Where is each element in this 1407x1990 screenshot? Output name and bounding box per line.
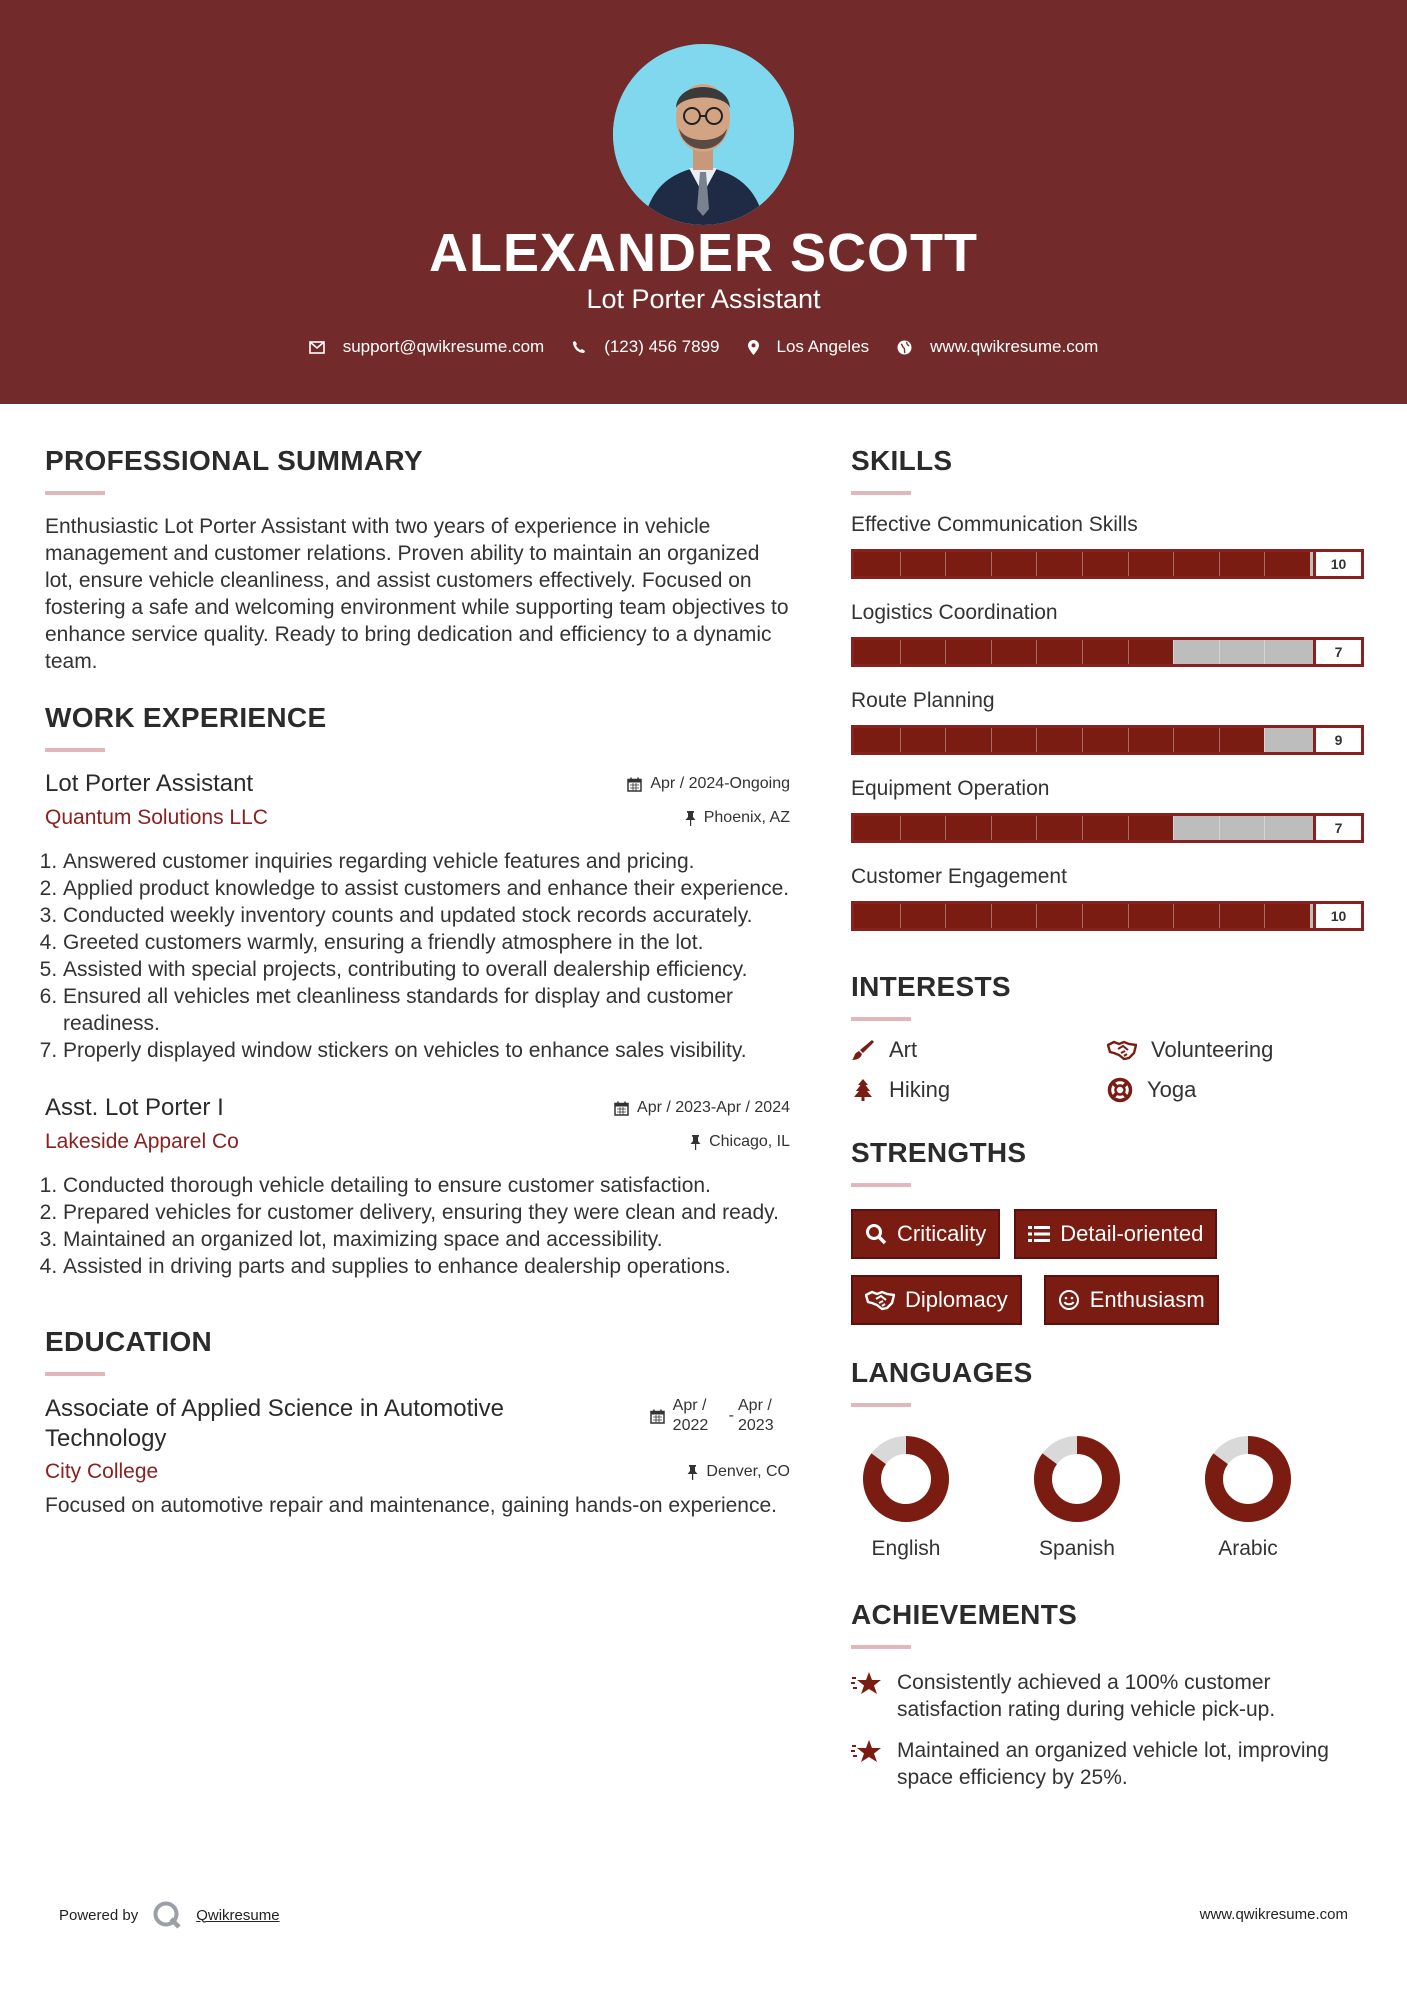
tree-icon: [851, 1078, 875, 1102]
skill-bar-segment: [1082, 728, 1083, 752]
smile-icon: [1058, 1289, 1080, 1311]
search-icon: [865, 1223, 887, 1245]
envelope-icon: [309, 341, 325, 354]
skill-score: 10: [1313, 904, 1361, 928]
duty-item: 1. Conducted thorough vehicle detailing to ensure customer satisfaction.: [63, 1172, 790, 1199]
strengths-section: [851, 1137, 1364, 1325]
language-list: [851, 1435, 1364, 1561]
job-location: [690, 1133, 790, 1151]
skill-item: [851, 777, 1364, 843]
company-name: Quantum Solutions LLC: [45, 806, 268, 829]
phone-text: (123) 456 7899: [604, 337, 720, 356]
skill-bar-segment: [991, 552, 992, 576]
education-start: Apr / 2022: [672, 1397, 709, 1434]
achievement-text: Maintained an organized vehicle lot, improving space efficiency by 25%.: [897, 1739, 1329, 1789]
skill-bar-segment: [900, 552, 901, 576]
skill-bar-fill: [854, 816, 1173, 840]
skill-bar-segment: [1128, 640, 1129, 664]
heading-underline: [45, 748, 105, 752]
star-icon: [851, 1671, 883, 1697]
candidate-title: Lot Porter Assistant: [586, 284, 821, 314]
skill-bar-segment: [1036, 728, 1037, 752]
left-column: [45, 445, 790, 1519]
skill-bar-segment: [1173, 816, 1174, 840]
job-title: Lot Porter Assistant: [45, 770, 254, 797]
skill-bar-segment: [1128, 816, 1129, 840]
handshake-icon: [1107, 1039, 1137, 1061]
interests-section: [851, 971, 1364, 1103]
resume-header: [0, 0, 1407, 404]
duty-item: 4. Assisted in driving parts and supplies to enhance dealership operations.: [63, 1253, 790, 1280]
skill-bar-segment: [945, 816, 946, 840]
skill-name: Logistics Coordination: [851, 601, 1058, 624]
summary-text: Enthusiastic Lot Porter Assistant with two years of experience in vehicle management and customer relations. Proven ability to maintain an organized lot, ensure vehicle cleanliness, and assist customers effectively. Focused on fostering a safe and welcoming environment while supporting team objectives to enhance service quality. Ready to bring dedication and efficiency to a dynamic team.: [45, 515, 789, 673]
education-text: Focused on automotive repair and maintenance, gaining hands-on experience.: [45, 1494, 777, 1517]
duty-item: 4. Greeted customers warmly, ensuring a friendly atmosphere in the lot.: [63, 929, 790, 956]
skill-bar-segment: [900, 904, 901, 928]
website-text: www.qwikresume.com: [930, 337, 1099, 356]
skills-list: [851, 513, 1364, 931]
globe-icon: [897, 340, 912, 355]
skill-bar-segment: [945, 728, 946, 752]
interest-item: [851, 1037, 1107, 1063]
skill-bar-segment: [1264, 552, 1265, 576]
skill-score: 7: [1313, 640, 1361, 664]
lifering-icon: [1107, 1077, 1133, 1103]
qwikresume-link[interactable]: Qwikresume: [196, 1906, 280, 1924]
skill-bar-segment: [1219, 728, 1220, 752]
skill-bar-segment: [1173, 552, 1174, 576]
strength-tag: [1014, 1209, 1217, 1259]
skill-bar-segment: [900, 640, 901, 664]
contact-email[interactable]: [309, 337, 545, 357]
skill-bar-segment: [1082, 904, 1083, 928]
duty-item: 2. Applied product knowledge to assist customers and enhance their experience.: [63, 875, 790, 902]
skill-bar-segment: [1219, 904, 1220, 928]
skill-bar-segment: [945, 552, 946, 576]
job-location-text: Chicago, IL: [709, 1133, 790, 1150]
job-dates: [614, 1099, 790, 1117]
paintbrush-icon: [851, 1038, 875, 1062]
skill-name: Route Planning: [851, 689, 995, 712]
education-section: [45, 1326, 790, 1519]
language-item: [1193, 1435, 1303, 1561]
education-dates: Apr / 2022 - Apr / 2023: [650, 1396, 790, 1436]
contact-bar: [0, 337, 1407, 357]
duty-item: 1. Answered customer inquiries regarding vehicle features and pricing.: [63, 848, 790, 875]
powered-by: [59, 1900, 280, 1930]
job-dates-text: Apr / 2024-Ongoing: [650, 775, 790, 792]
skill-score: 10: [1313, 552, 1361, 576]
skill-bar-segment: [991, 728, 992, 752]
calendar-icon: [614, 1101, 629, 1116]
experience-section: [45, 702, 790, 1280]
heading-underline: [851, 491, 911, 495]
candidate-name: ALEXANDER SCOTT: [428, 223, 978, 283]
skill-bar-fill: [854, 640, 1173, 664]
skill-item: [851, 601, 1364, 667]
duty-list: [63, 1172, 790, 1280]
calendar-icon: [627, 777, 642, 792]
languages-section: [851, 1357, 1364, 1561]
skill-bar-segment: [1128, 728, 1129, 752]
language-level-donut: [862, 1435, 950, 1523]
duty-item: 3. Maintained an organized lot, maximizing space and accessibility.: [63, 1226, 790, 1253]
contact-phone[interactable]: [572, 337, 719, 357]
section-heading: INTERESTS: [851, 971, 1011, 1002]
right-column: [851, 445, 1364, 1791]
section-heading: PROFESSIONAL SUMMARY: [45, 445, 423, 476]
section-heading: ACHIEVEMENTS: [851, 1599, 1078, 1630]
skill-bar-segment: [1173, 640, 1174, 664]
interest-item: [1107, 1077, 1363, 1103]
education-end: Apr / 2023: [738, 1397, 774, 1434]
skill-name: Customer Engagement: [851, 865, 1067, 888]
summary-section: [45, 445, 790, 675]
job-title: Asst. Lot Porter I: [45, 1094, 224, 1121]
company-name: Lakeside Apparel Co: [45, 1130, 239, 1153]
skills-section: [851, 445, 1364, 931]
skill-bar-segment: [945, 904, 946, 928]
skill-bar-segment: [1036, 904, 1037, 928]
skill-name: Effective Communication Skills: [851, 513, 1138, 536]
footer-website[interactable]: www.qwikresume.com: [1199, 1906, 1348, 1923]
achievements-section: [851, 1599, 1364, 1791]
language-name: Arabic: [1218, 1537, 1278, 1560]
skill-bar: [851, 725, 1364, 755]
section-heading: SKILLS: [851, 445, 953, 476]
language-name: English: [871, 1537, 941, 1560]
skill-bar-fill: [854, 728, 1264, 752]
location-text: Los Angeles: [776, 337, 870, 356]
duty-item: 3. Conducted weekly inventory counts and updated stock records accurately.: [63, 902, 790, 929]
pushpin-icon: [687, 1465, 698, 1480]
education-location-text: Denver, CO: [706, 1463, 790, 1480]
job-dates-text: Apr / 2023-Apr / 2024: [637, 1099, 790, 1116]
skill-bar-segment: [1219, 816, 1220, 840]
job-location-text: Phoenix, AZ: [703, 809, 790, 826]
degree-title: Associate of Applied Science in Automotive Technology: [45, 1395, 504, 1452]
pushpin-icon: [685, 811, 696, 826]
strength-label: Diplomacy: [905, 1287, 1008, 1312]
language-item: [1022, 1435, 1132, 1561]
skill-bar-segment: [1036, 552, 1037, 576]
skill-bar-segment: [1082, 816, 1083, 840]
skill-bar-segment: [1036, 816, 1037, 840]
skill-bar-segment: [1264, 904, 1265, 928]
skill-bar-segment: [1219, 640, 1220, 664]
skill-bar-segment: [1264, 728, 1265, 752]
strength-tag: [1044, 1275, 1219, 1325]
handshake-icon: [865, 1289, 895, 1311]
list-icon: [1028, 1225, 1050, 1243]
skill-bar: [851, 637, 1364, 667]
skill-bar-segment: [1036, 640, 1037, 664]
skill-bar-segment: [900, 816, 901, 840]
skill-bar-segment: [1128, 552, 1129, 576]
school-name: City College: [45, 1460, 159, 1483]
skill-bar-segment: [1173, 728, 1174, 752]
job-entry: [45, 1094, 790, 1280]
skill-bar: [851, 813, 1364, 843]
interest-label: Volunteering: [1151, 1037, 1274, 1062]
achievement-item: [851, 1737, 1364, 1791]
job-dates: [627, 775, 790, 793]
job-location: [685, 809, 790, 827]
skill-bar-segment: [1264, 640, 1265, 664]
interest-label: Hiking: [889, 1077, 951, 1102]
strength-tag: [851, 1275, 1022, 1325]
skill-item: [851, 865, 1364, 931]
section-heading: EDUCATION: [45, 1326, 213, 1357]
achievement-item: [851, 1669, 1364, 1723]
skill-bar-segment: [991, 816, 992, 840]
job-entry: [45, 770, 790, 1064]
skill-item: [851, 689, 1364, 755]
skill-bar-segment: [1082, 640, 1083, 664]
phone-icon: [572, 340, 586, 354]
skill-bar-segment: [991, 904, 992, 928]
section-heading: STRENGTHS: [851, 1137, 1027, 1168]
duty-list: [63, 848, 790, 1064]
interests-grid: [851, 1037, 1364, 1103]
skill-bar-segment: [1128, 904, 1129, 928]
email-text: support@qwikresume.com: [342, 337, 545, 356]
duty-item: 6. Ensured all vehicles met cleanliness standards for display and customer readiness.: [63, 983, 790, 1037]
strength-label: Detail-oriented: [1060, 1221, 1204, 1246]
skill-bar-segment: [900, 728, 901, 752]
duty-item: 5. Assisted with special projects, contributing to overall dealership efficiency.: [63, 956, 790, 983]
contact-website[interactable]: [897, 337, 1098, 357]
heading-underline: [851, 1403, 911, 1407]
powered-by-label: Powered by: [59, 1906, 139, 1924]
duty-item: 2. Prepared vehicles for customer delivery, ensuring they were clean and ready.: [63, 1199, 790, 1226]
language-name: Spanish: [1039, 1537, 1115, 1560]
skill-bar-segment: [1082, 552, 1083, 576]
interest-item: [1107, 1037, 1363, 1063]
map-pin-icon: [748, 340, 759, 355]
skill-bar-segment: [945, 640, 946, 664]
heading-underline: [851, 1183, 911, 1187]
strength-tags: [851, 1209, 1364, 1325]
skill-bar-segment: [1173, 904, 1174, 928]
interest-label: Yoga: [1147, 1077, 1197, 1102]
skill-item: [851, 513, 1364, 579]
contact-location: [748, 337, 870, 357]
interest-item: [851, 1077, 1107, 1103]
qwikresume-logo-icon: [152, 1900, 182, 1930]
skill-bar: [851, 901, 1364, 931]
strength-label: Criticality: [897, 1221, 987, 1246]
skill-bar-segment: [1264, 816, 1265, 840]
achievement-list: [851, 1669, 1364, 1791]
language-item: [851, 1435, 961, 1561]
achievement-text: Consistently achieved a 100% customer satisfaction rating during vehicle pick-up.: [897, 1671, 1276, 1721]
star-icon: [851, 1739, 883, 1765]
language-level-donut: [1033, 1435, 1121, 1523]
pushpin-icon: [690, 1135, 701, 1150]
skill-bar-segment: [991, 640, 992, 664]
skill-bar: [851, 549, 1364, 579]
skill-name: Equipment Operation: [851, 777, 1050, 800]
heading-underline: [45, 1372, 105, 1376]
section-heading: WORK EXPERIENCE: [45, 702, 327, 733]
profile-photo: [613, 44, 794, 225]
skill-score: 9: [1313, 728, 1361, 752]
language-level-donut: [1204, 1435, 1292, 1523]
heading-underline: [851, 1645, 911, 1649]
heading-underline: [45, 491, 105, 495]
skill-score: 7: [1313, 816, 1361, 840]
interest-label: Art: [889, 1037, 918, 1062]
page-footer: [0, 1900, 1407, 1940]
strength-tag: [851, 1209, 1000, 1259]
strength-label: Enthusiasm: [1089, 1287, 1205, 1312]
heading-underline: [851, 1017, 911, 1021]
skill-bar-segment: [1219, 552, 1220, 576]
section-heading: LANGUAGES: [851, 1357, 1033, 1388]
duty-item: 7. Properly displayed window stickers on vehicles to enhance sales visibility.: [63, 1037, 790, 1064]
education-location: [687, 1463, 790, 1481]
calendar-icon: [650, 1409, 665, 1424]
